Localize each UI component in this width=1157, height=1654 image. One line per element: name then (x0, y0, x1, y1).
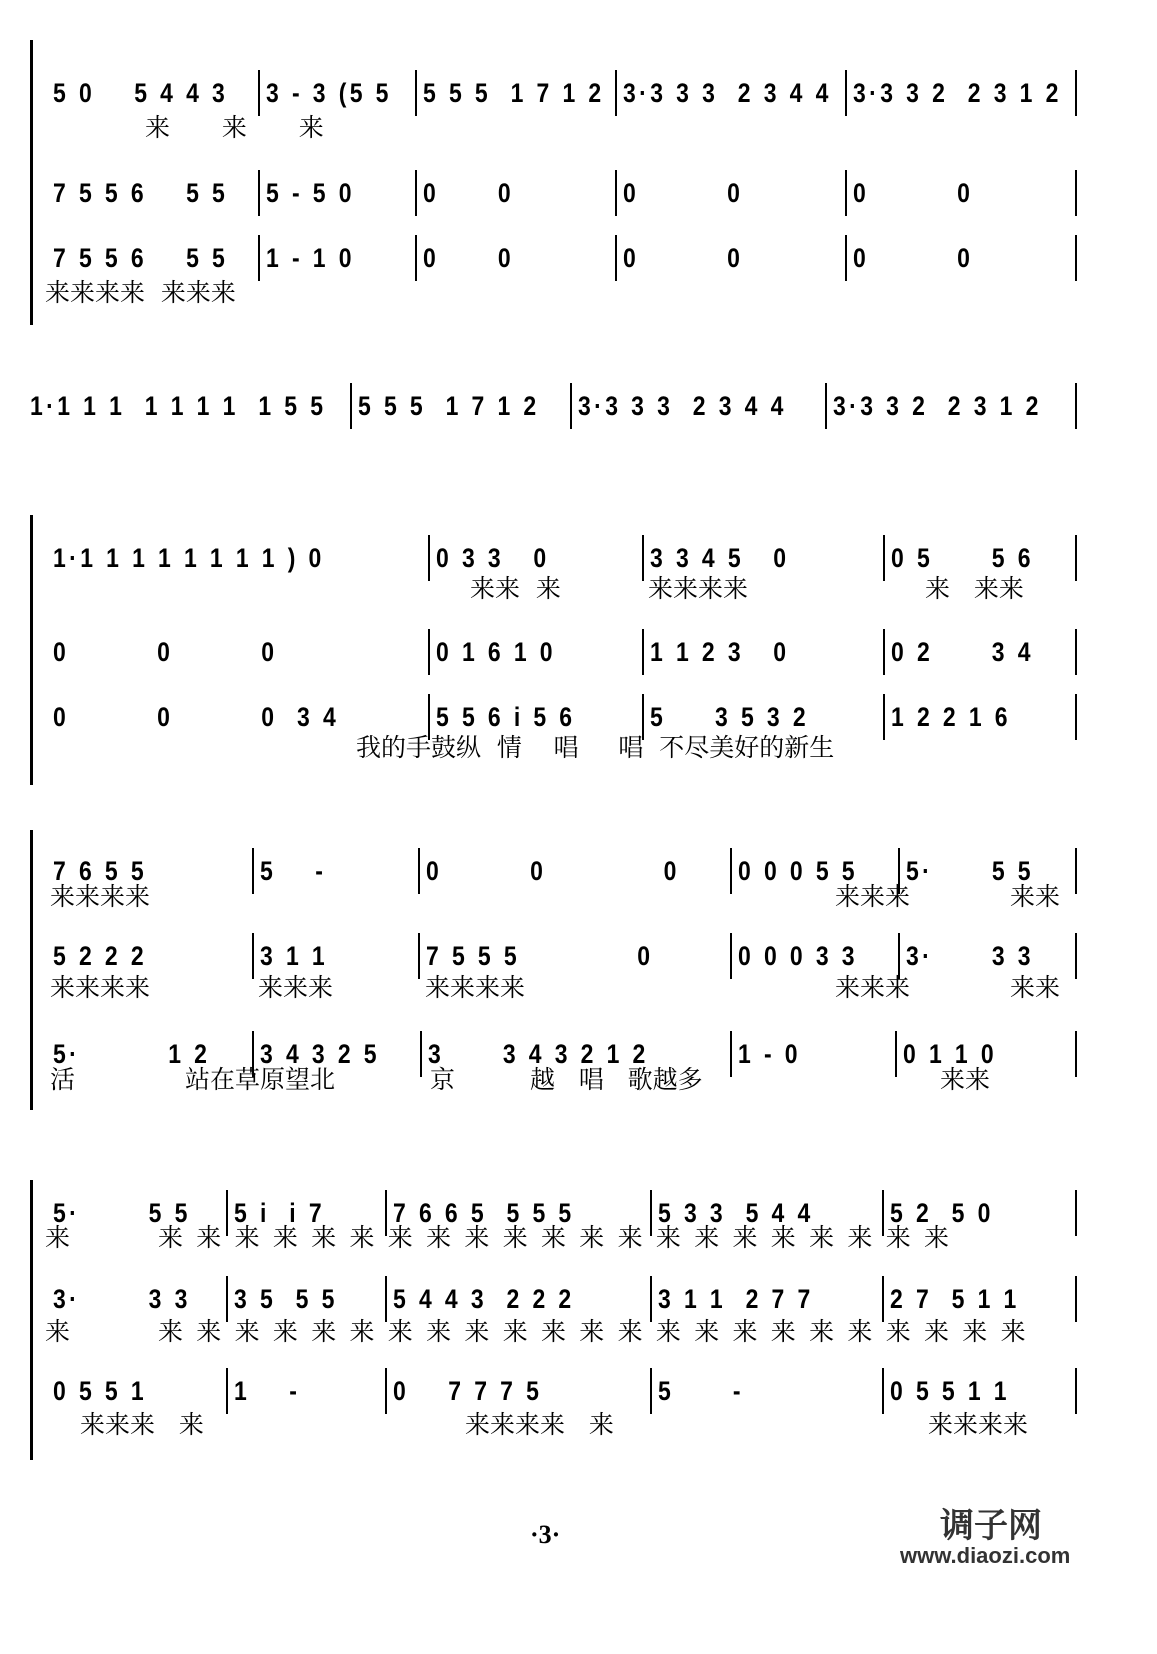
measure: 5 - 5 0 (266, 178, 355, 208)
barline (258, 70, 260, 116)
measure: 1·1 1 1 1 1 1 1 1 5 5 (30, 391, 327, 421)
lyric-line: 来来来来 (928, 1410, 1029, 1439)
measure: 5 2 2 2 (53, 941, 147, 971)
measure: 7 5 5 5 0 (426, 941, 654, 971)
barline (1075, 1276, 1077, 1322)
measure: 0 0 (423, 243, 514, 273)
barline (882, 1368, 884, 1414)
measure: 7 6 5 5 (53, 856, 147, 886)
lyric-line: 来来来 (835, 973, 911, 1002)
watermark-logo: 调子网 (940, 1506, 1042, 1546)
measure: 5 - (260, 856, 327, 886)
measure: 1·1 1 1 1 1 1 1 1 ) 0 (53, 543, 325, 573)
lyric-line: 越 唱 歌越多 (530, 1065, 703, 1094)
barline (883, 694, 885, 740)
measure: 0 0 0 3 3 (738, 941, 858, 971)
measure: 0 3 3 0 (436, 543, 550, 573)
measure: 0 5 5 1 1 (890, 1376, 1010, 1406)
barline (1075, 694, 1077, 740)
watermark-url: www.diaozi.com (900, 1543, 1071, 1568)
measure: 5· 5 5 (53, 1198, 191, 1228)
barline (1075, 170, 1077, 216)
measure: 7 5 5 6 5 5 (53, 243, 229, 273)
measure: 3·3 3 2 2 3 1 2 (833, 391, 1042, 421)
barline (730, 933, 732, 979)
measure: 0 0 0 3 4 (53, 702, 340, 732)
measure: 3 1 1 2 7 7 (658, 1284, 814, 1314)
measure: 0 0 (423, 178, 514, 208)
measure: 0 0 0 (53, 637, 278, 667)
measure: 0 0 0 5 5 (738, 856, 858, 886)
barline (258, 170, 260, 216)
measure: 1 1 2 3 0 (650, 637, 790, 667)
barline (415, 70, 417, 116)
measure: 5· 1 2 (53, 1039, 211, 1069)
barline (1075, 70, 1077, 116)
lyric-line: 来 (45, 1223, 71, 1252)
measure: 0 5 5 1 (53, 1376, 147, 1406)
barline (428, 535, 430, 581)
barline (883, 535, 885, 581)
measure: 5 - (658, 1376, 744, 1406)
lyric-line: 来来来来 (648, 574, 749, 603)
lyric-line: 来来来 (258, 973, 334, 1002)
lyric-line: 来来来来 (50, 973, 151, 1002)
measure: 1 - 0 (738, 1039, 801, 1069)
lyric-line: 来来来来来来来来来来来来来来来来来来来来来 (158, 1223, 963, 1252)
barline (252, 933, 254, 979)
lyric-line: 来来来来 来来来 (45, 278, 236, 307)
barline (845, 70, 847, 116)
measure: 0 0 0 (426, 856, 680, 886)
barline (1075, 1031, 1077, 1077)
lyric-line: 活 (50, 1065, 76, 1094)
measure: 3·3 3 3 2 3 4 4 (623, 78, 832, 108)
barline (730, 1031, 732, 1077)
measure: 0 0 (853, 178, 974, 208)
measure: 3 1 1 (260, 941, 329, 971)
barline (1075, 1368, 1077, 1414)
barline (845, 170, 847, 216)
measure: 3·3 3 2 2 3 1 2 (853, 78, 1062, 108)
barline (650, 1276, 652, 1322)
barline (1075, 933, 1077, 979)
lyric-line: 来来来 (835, 882, 911, 911)
measure: 3 - 3 (5 5 (266, 78, 392, 108)
lyric-line: 京 (430, 1065, 456, 1094)
lyric-line: 来 (45, 1317, 71, 1346)
lyric-line: 来 来来 (925, 574, 1024, 603)
lyric-line: 来来 (1010, 973, 1061, 1002)
measure: 5· 5 5 (906, 856, 1034, 886)
barline (1075, 383, 1077, 429)
measure: 0 7 7 7 5 (393, 1376, 543, 1406)
measure: 3 4 3 2 5 (260, 1039, 380, 1069)
lyric-line: 来来 (1010, 882, 1061, 911)
barline (258, 235, 260, 281)
barline (1075, 1190, 1077, 1236)
measure: 0 0 (623, 243, 744, 273)
barline (350, 383, 352, 429)
measure: 5 5 5 1 7 1 2 (358, 391, 540, 421)
measure: 0 2 3 4 (891, 637, 1034, 667)
barline (418, 933, 420, 979)
measure: 5 3 3 5 4 4 (658, 1198, 814, 1228)
lyric-line: 站在草原望北 (185, 1065, 336, 1094)
measure: 1 2 2 1 6 (891, 702, 1011, 732)
system-brace (30, 830, 37, 1110)
barline (883, 629, 885, 675)
barline (252, 848, 254, 894)
lyric-line: 来来来来 (50, 882, 151, 911)
barline (825, 383, 827, 429)
measure: 5 4 4 3 2 2 2 (393, 1284, 575, 1314)
barline (1075, 235, 1077, 281)
barline (642, 629, 644, 675)
measure: 3· 3 3 (906, 941, 1034, 971)
measure: 3 3 4 5 0 (650, 543, 790, 573)
barline (615, 170, 617, 216)
measure: 0 5 5 6 (891, 543, 1034, 573)
barline (420, 1031, 422, 1077)
measure: 5 5 6 i 5 6 (436, 702, 576, 732)
barline (642, 535, 644, 581)
barline (650, 1368, 652, 1414)
measure: 0 1 1 0 (903, 1039, 997, 1069)
barline (385, 1276, 387, 1322)
measure: 7 6 6 5 5 5 5 (393, 1198, 575, 1228)
barline (418, 848, 420, 894)
measure: 1 - 1 0 (266, 243, 355, 273)
lyric-line: 来来 (940, 1065, 991, 1094)
measure: 5 0 5 4 4 3 (53, 78, 229, 108)
system-brace (30, 1180, 37, 1460)
lyric-line: 来来来来 来 (465, 1410, 614, 1439)
lyric-line: 来 来 来 (145, 113, 336, 142)
lyric-line: 我的手鼓纵 情 唱 唱 不尽美好的新生 (356, 733, 835, 762)
barline (615, 235, 617, 281)
barline (895, 1031, 897, 1077)
measure: 0 1 6 1 0 (436, 637, 556, 667)
barline (428, 629, 430, 675)
barline (1075, 629, 1077, 675)
page-number: ·3· (530, 1520, 561, 1549)
barline (415, 235, 417, 281)
measure: 3· 3 3 (53, 1284, 191, 1314)
barline (882, 1276, 884, 1322)
measure: 0 0 (623, 178, 744, 208)
measure: 3 5 5 5 (234, 1284, 338, 1314)
measure: 2 7 5 1 1 (890, 1284, 1020, 1314)
barline (615, 70, 617, 116)
measure: 5 2 5 0 (890, 1198, 994, 1228)
measure: 1 - (234, 1376, 301, 1406)
lyric-line: 来来来来来来来来来来来来来来来来来来来来来来来 (158, 1317, 1039, 1346)
measure: 3·3 3 3 2 3 4 4 (578, 391, 787, 421)
lyric-line: 来来来来 (425, 973, 526, 1002)
measure: 5 5 5 1 7 1 2 (423, 78, 605, 108)
barline (1075, 848, 1077, 894)
measure: 0 0 (853, 243, 974, 273)
barline (570, 383, 572, 429)
barline (415, 170, 417, 216)
lyric-line: 来来来 来 (80, 1410, 204, 1439)
measure: 3 3 4 3 2 1 2 (428, 1039, 649, 1069)
barline (1075, 535, 1077, 581)
barline (845, 235, 847, 281)
measure: 5 3 5 3 2 (650, 702, 810, 732)
measure: 5 i i 7 (234, 1198, 325, 1228)
system-brace (30, 40, 37, 325)
measure: 7 5 5 6 5 5 (53, 178, 229, 208)
barline (226, 1276, 228, 1322)
barline (730, 848, 732, 894)
lyric-line: 来来 来 (470, 574, 561, 603)
system-brace (30, 515, 37, 785)
barline (226, 1368, 228, 1414)
barline (385, 1368, 387, 1414)
